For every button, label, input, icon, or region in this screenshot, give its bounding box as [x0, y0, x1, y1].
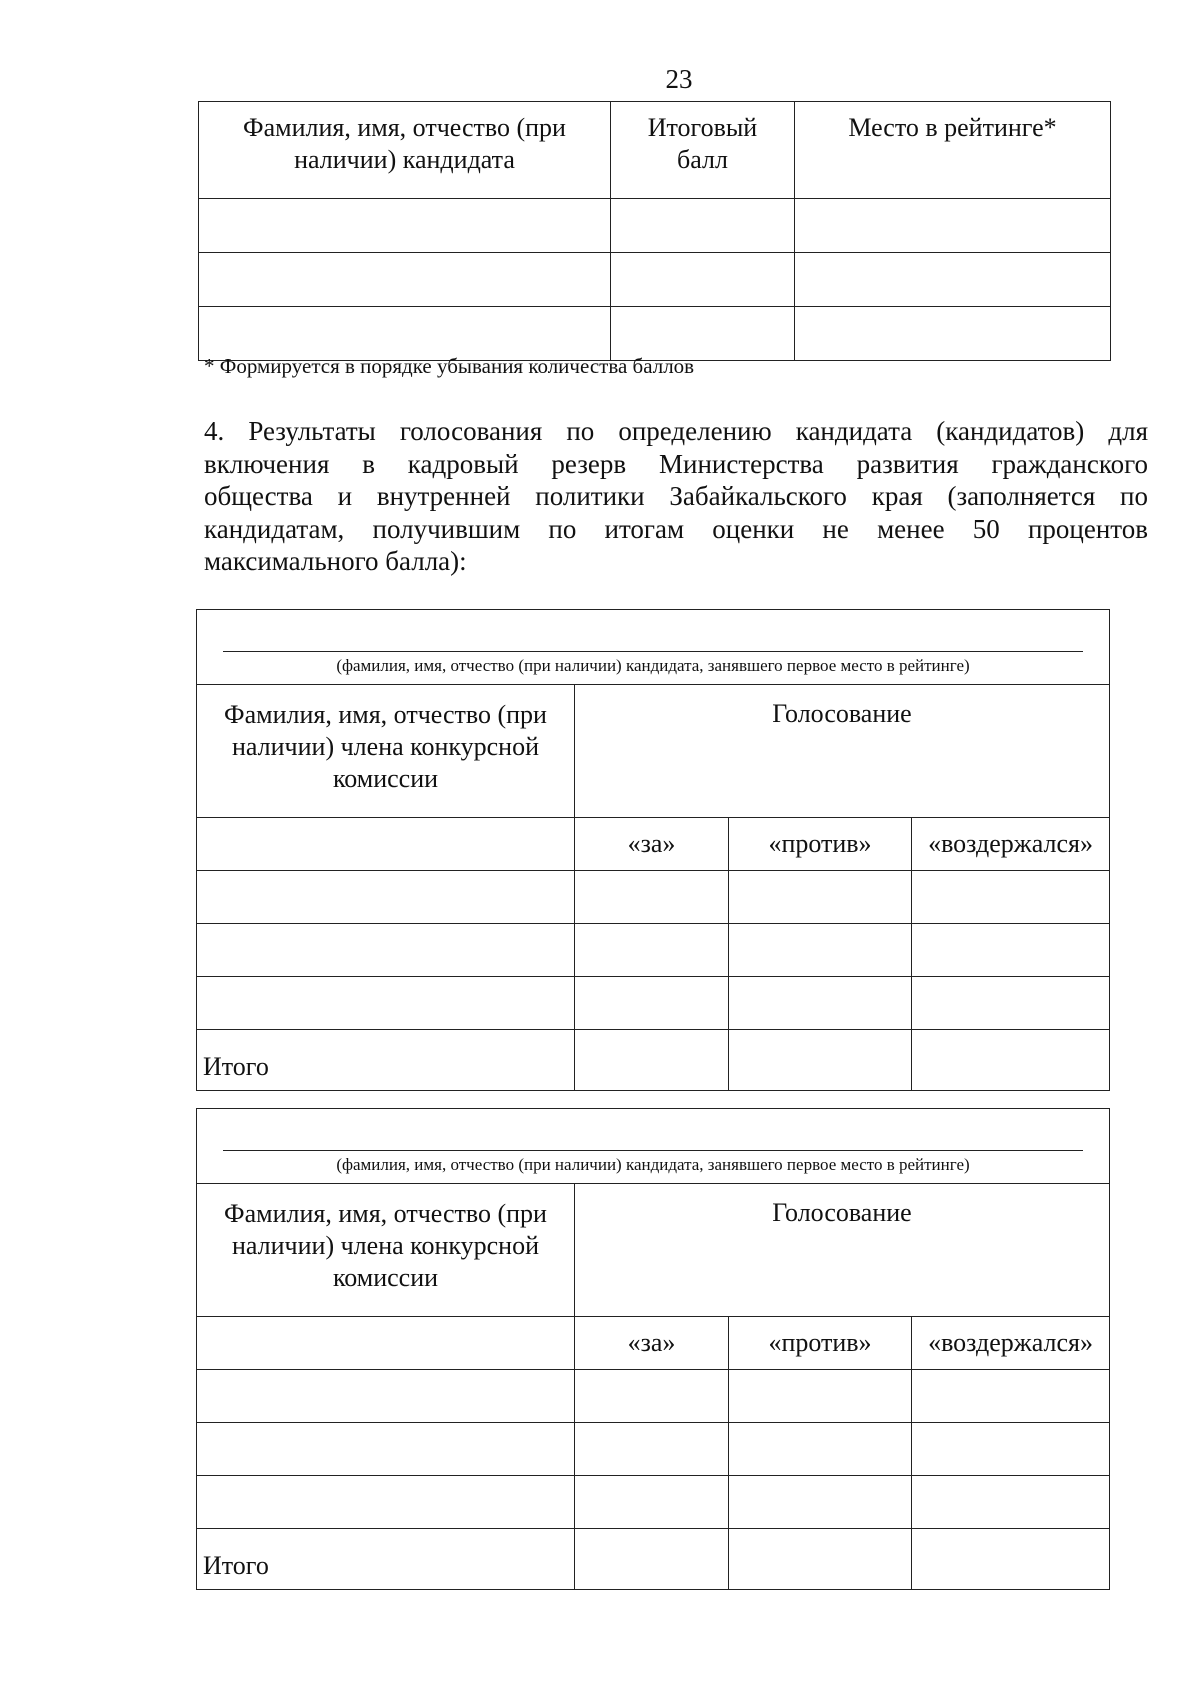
- option-for: «за»: [575, 818, 729, 871]
- table-cell[interactable]: [199, 253, 611, 307]
- table-cell: [197, 818, 575, 871]
- candidate-caption: (фамилия, имя, отчество (при наличии) кандидата, занявшего первое место в рейтинге): [336, 1155, 970, 1174]
- rating-table: [198, 101, 1111, 361]
- table-cell[interactable]: [197, 871, 575, 924]
- header-line: наличии) члена конкурсной: [231, 732, 540, 761]
- table-cell[interactable]: [575, 1423, 729, 1476]
- header-line: комиссии: [332, 1263, 439, 1292]
- option-against: «против»: [729, 1317, 912, 1370]
- option-for: «за»: [575, 1317, 729, 1370]
- paragraph-line: кандидатам, получившим по итогам оценки не менее 50 процентов: [204, 513, 1148, 544]
- section-4-paragraph: [204, 415, 1148, 578]
- header-line: комиссии: [332, 764, 439, 793]
- table-cell[interactable]: [795, 253, 1111, 307]
- table-cell[interactable]: [611, 307, 795, 361]
- table-row: [197, 871, 1110, 924]
- header-line: балл: [677, 145, 728, 174]
- header-line: Фамилия, имя, отчество (при: [243, 113, 566, 142]
- table-cell[interactable]: [575, 1476, 729, 1529]
- options-row: [197, 1317, 1110, 1370]
- table-cell[interactable]: [197, 1370, 575, 1423]
- table-row: [199, 253, 1111, 307]
- table-cell[interactable]: [611, 253, 795, 307]
- table-cell[interactable]: [729, 1370, 912, 1423]
- total-label: Итого: [197, 1030, 575, 1091]
- candidate-name-cell[interactable]: [197, 1109, 1110, 1184]
- table-row: [197, 977, 1110, 1030]
- table-row: [197, 1476, 1110, 1529]
- table-cell[interactable]: [912, 1529, 1110, 1590]
- table-row: [197, 1423, 1110, 1476]
- table-cell[interactable]: [912, 871, 1110, 924]
- page-number: 23: [665, 64, 693, 94]
- paragraph-line: общества и внутренней политики Забайкальского края (заполняется по: [204, 481, 1148, 511]
- total-row: [197, 1529, 1110, 1590]
- table-cell[interactable]: [912, 1030, 1110, 1091]
- table-cell[interactable]: [575, 977, 729, 1030]
- header-line: Итоговый: [647, 113, 758, 142]
- table-cell[interactable]: [575, 924, 729, 977]
- table-cell[interactable]: [795, 199, 1111, 253]
- table-cell[interactable]: [729, 977, 912, 1030]
- table-cell[interactable]: [729, 1030, 912, 1091]
- header-line: Место в рейтинге*: [848, 113, 1057, 142]
- footnote: * Формируется в порядке убывания количества баллов: [204, 354, 695, 378]
- candidate-row: [197, 1109, 1110, 1184]
- table-row: [197, 924, 1110, 977]
- candidate-caption: (фамилия, имя, отчество (при наличии) кандидата, занявшего первое место в рейтинге): [336, 656, 970, 675]
- table-cell: [197, 1317, 575, 1370]
- table-cell[interactable]: [729, 1529, 912, 1590]
- table-cell[interactable]: [197, 1476, 575, 1529]
- table-cell[interactable]: [912, 924, 1110, 977]
- table-cell[interactable]: [197, 1423, 575, 1476]
- table-cell[interactable]: [795, 307, 1111, 361]
- voting-header: Голосование: [575, 1184, 1110, 1317]
- table-cell[interactable]: [912, 1476, 1110, 1529]
- paragraph-line: включения в кадровый резерв Министерства развития гражданского: [204, 448, 1148, 479]
- header-line: наличии) кандидата: [294, 145, 515, 174]
- table-cell[interactable]: [575, 1370, 729, 1423]
- voting-header-row: [197, 1184, 1110, 1317]
- rating-header-candidate-name: [199, 102, 611, 199]
- table-cell[interactable]: [199, 307, 611, 361]
- table-cell[interactable]: [729, 924, 912, 977]
- voting-table-2: [196, 1108, 1110, 1590]
- option-against: «против»: [729, 818, 912, 871]
- voting-header: Голосование: [575, 685, 1110, 818]
- member-name-header: [197, 1184, 575, 1317]
- table-cell[interactable]: [912, 1423, 1110, 1476]
- table-cell[interactable]: [912, 977, 1110, 1030]
- candidate-name-cell[interactable]: [197, 610, 1110, 685]
- table-cell[interactable]: [729, 871, 912, 924]
- option-abstained: «воздержался»: [912, 1317, 1110, 1370]
- table-row: [197, 1370, 1110, 1423]
- voting-header-row: [197, 685, 1110, 818]
- table-row: [199, 199, 1111, 253]
- rating-header-total-score: [611, 102, 795, 199]
- table-cell[interactable]: [199, 199, 611, 253]
- member-name-header: [197, 685, 575, 818]
- table-cell[interactable]: [575, 871, 729, 924]
- header-line: Фамилия, имя, отчество (при: [224, 1199, 547, 1228]
- total-row: [197, 1030, 1110, 1091]
- paragraph-line: максимального балла):: [204, 546, 467, 576]
- table-cell[interactable]: [611, 199, 795, 253]
- table-cell[interactable]: [575, 1030, 729, 1091]
- header-line: наличии) члена конкурсной: [231, 1231, 540, 1260]
- option-abstained: «воздержался»: [912, 818, 1110, 871]
- rating-table-header-row: [199, 102, 1111, 199]
- voting-table-1: [196, 609, 1110, 1091]
- total-label: Итого: [197, 1529, 575, 1590]
- header-line: Фамилия, имя, отчество (при: [224, 700, 547, 729]
- rating-header-rank: [795, 102, 1111, 199]
- options-row: [197, 818, 1110, 871]
- table-cell[interactable]: [197, 924, 575, 977]
- candidate-row: [197, 610, 1110, 685]
- table-cell[interactable]: [197, 977, 575, 1030]
- table-cell[interactable]: [575, 1529, 729, 1590]
- paragraph-line: 4. Результаты голосования по определению кандидата (кандидатов) для: [204, 416, 1148, 446]
- table-row: [199, 307, 1111, 361]
- table-cell[interactable]: [912, 1370, 1110, 1423]
- table-cell[interactable]: [729, 1476, 912, 1529]
- table-cell[interactable]: [729, 1423, 912, 1476]
